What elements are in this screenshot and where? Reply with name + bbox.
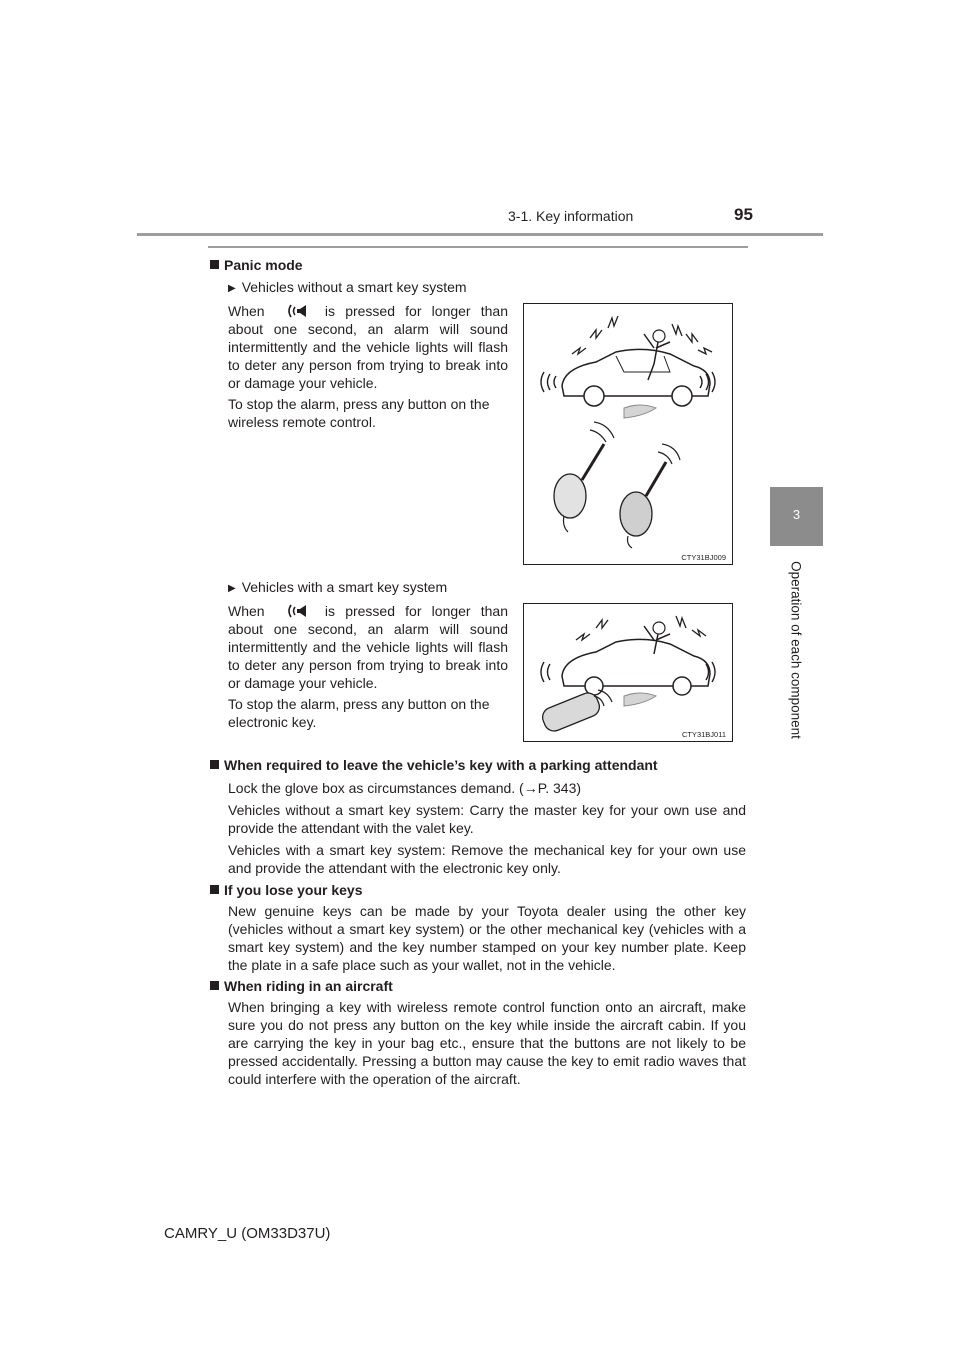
bullet-square-icon <box>210 885 219 894</box>
parking-heading: When required to leave the vehicle’s key with a parking attendant <box>210 757 658 773</box>
panic-with-paragraph-1: When is pressed for longer than about one second, an alarm will sound intermittently and the vehicle lights will flash to deter any person from trying to break into or damage your vehicle. <box>228 603 509 691</box>
panic-mode-heading: Panic mode <box>210 257 303 273</box>
chapter-number: 3 <box>792 507 801 522</box>
model-footer: CAMRY_U (OM33D37U) <box>164 1225 331 1242</box>
arrow-right-icon: ▶ <box>228 583 236 594</box>
parking-paragraph-1: Lock the glove box as circumstances demand. (→P. 343) <box>228 780 582 796</box>
panic-button-icon <box>275 603 315 619</box>
parking-paragraph-2: Vehicles without a smart key system: Carry the master key for your own use and provide the attendant with the valet key. <box>228 802 746 836</box>
arrow-right-icon: ▶ <box>228 283 236 294</box>
panic-with-paragraph-2: To stop the alarm, press any button on the electronic key. <box>228 696 490 730</box>
panic-without-paragraph-2: To stop the alarm, press any button on the wireless remote control. <box>228 396 490 430</box>
header-rule <box>137 233 823 236</box>
aircraft-paragraph: When bringing a key with wireless remote control function onto an aircraft, make sure you do not press any button on the key while inside the aircraft cabin. If you are carrying the key in your bag etc., ensure that the buttons are not likely to be pressed accidentally. Pressing a button may cause the key to emit radio waves that could interfere with the operation of the aircraft. <box>228 999 746 1087</box>
subheading-with-smart: ▶ Vehicles with a smart key system <box>228 579 448 595</box>
figure-code-2: CTY31BJ011 <box>681 730 726 739</box>
lose-keys-heading: If you lose your keys <box>210 882 363 898</box>
bullet-square-icon <box>210 981 219 990</box>
bullet-square-icon <box>210 260 219 269</box>
car-alarm-illustration <box>524 304 732 564</box>
parking-paragraph-3: Vehicles with a smart key system: Remove the mechanical key for your own use and provide the attendant with the electronic key only. <box>228 842 746 876</box>
panic-button-icon <box>275 303 315 319</box>
section-title: 3-1. Key information <box>508 208 634 224</box>
panic-without-paragraph-1: When is pressed for longer than about one second, an alarm will sound intermittently and the vehicle lights will flash to deter any person from trying to break into or damage your vehicle. <box>228 303 509 391</box>
aircraft-heading: When riding in an aircraft <box>210 978 393 994</box>
bullet-square-icon <box>210 760 219 769</box>
figure-code-1: CTY31BJ009 <box>681 553 726 562</box>
figure-panic-without-smart <box>523 303 733 565</box>
sub-rule <box>208 246 748 248</box>
figure-panic-with-smart <box>523 603 733 742</box>
car-alarm-smart-key-illustration <box>524 604 732 741</box>
chapter-label-text: Operation of each component <box>788 561 804 739</box>
subheading-without-smart: ▶ Vehicles without a smart key system <box>228 279 467 295</box>
lose-keys-paragraph: New genuine keys can be made by your Toyota dealer using the other key (vehicles without a smart key system) or the other mechanical key (vehicles with a smart key system) and the key number stamped on your key number plate. Keep the plate in a safe place such as your wallet, not in the vehicle. <box>228 903 746 973</box>
chapter-tab <box>770 487 823 546</box>
page-number: 95 <box>734 205 753 224</box>
